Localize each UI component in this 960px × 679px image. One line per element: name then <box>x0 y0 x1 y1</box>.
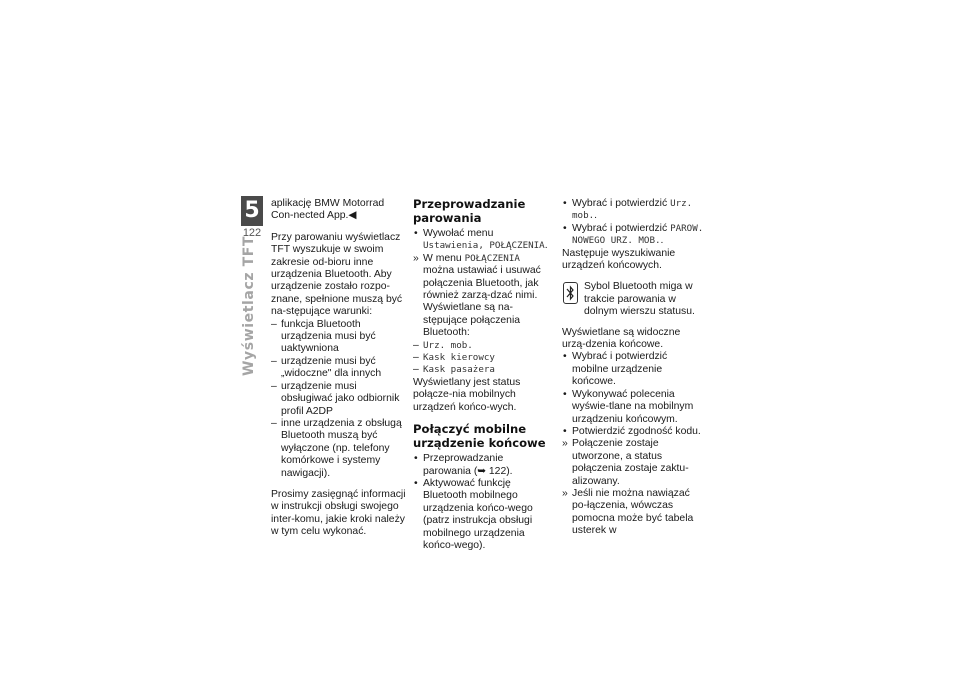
menu-item: Urz. mob. <box>572 198 693 222</box>
text: . <box>594 210 598 222</box>
connection-name: Kask pasażera <box>423 364 495 376</box>
list-item: – urządzenie musi obsługiwać jako odbiornik profil A2DP <box>271 381 407 418</box>
chapter-number: 5 <box>241 196 263 226</box>
bluetooth-icon <box>563 282 578 304</box>
list-item: • Przeprowadzanie parowania (➥ 122). <box>413 453 551 478</box>
connections-list <box>413 340 551 377</box>
column-2 <box>413 198 551 561</box>
paragraph: Wyświetlany jest status połącze-nia mobilnych urządzeń końco-wych. <box>413 376 521 413</box>
menu-path: Ustawienia, POŁĄCZENIA <box>423 240 545 252</box>
list-item: • Wybrać i potwierdzić mobilne urządzenie końcowe. <box>562 351 705 388</box>
text: Wybrać i potwierdzić <box>572 198 671 209</box>
list-item <box>413 228 551 253</box>
step-list <box>562 198 705 248</box>
list-item <box>562 223 705 248</box>
paragraph: Następuje wyszukiwanie urządzeń końcowych. <box>562 247 676 272</box>
list-item <box>413 352 551 364</box>
step-list <box>413 453 551 552</box>
list-item <box>413 364 551 376</box>
connection-name: Kask kierowcy <box>423 352 495 364</box>
conditions-list <box>271 319 407 480</box>
page-number: 122 <box>242 227 262 239</box>
text: Wybrać i potwierdzić <box>572 222 671 234</box>
bluetooth-note-text: Sybol Bluetooth miga w trakcie parowania w dolnym wierszu statusu. <box>584 281 695 318</box>
paragraph: Przy parowaniu wyświetlacz TFT wyszukuje w swoim zakresie od-bioru inne urządzenia Bluetooth. Aby urządzenie zostało rozpo-znane, spełnione muszą być na-stępujące warunki: <box>271 231 403 318</box>
list-item: • Aktywować funkcję Bluetooth mobilnego urządzenia końco-wego (patrz instrukcja obsługi mobilnego urządzenia końco-wego). <box>413 478 551 552</box>
text: . <box>544 240 548 252</box>
chapter-title: Wyświetlacz TFT <box>241 235 257 376</box>
paragraph: Wyświetlane są widoczne urzą-dzenia końcowe. <box>562 326 681 351</box>
text: W menu <box>423 252 465 264</box>
step-list <box>562 351 705 438</box>
list-item <box>562 198 705 223</box>
text: . <box>660 235 664 247</box>
bluetooth-note <box>562 281 705 318</box>
menu-name: POŁĄCZENIA <box>464 252 520 264</box>
list-item: – funkcja Bluetooth urządzenia musi być uaktywniona <box>271 319 407 356</box>
list-item: • Wykonywać polecenia wyświe-tlane na mobilnym urządzeniu końcowym. <box>562 389 705 426</box>
result-list <box>413 253 551 340</box>
list-item: » Połączenie zostaje utworzone, a status połączenia zostaje zaktu-alizowany. <box>562 438 705 488</box>
list-item: » Jeśli nie można nawiązać po-łączenia, wówczas pomocna może być tabela usterek w <box>562 488 705 538</box>
step-list <box>413 228 551 253</box>
text: można ustawiać i usuwać połączenia Bluetooth, jak również zarzą-dzać nimi. Wyświetlane są na-stępujące połączenia Bluetooth: <box>423 265 541 339</box>
list-item: – inne urządzenia z obsługą Bluetooth muszą być wyłączone (np. telefony komórkowe i systemy nawigacji). <box>271 418 407 480</box>
list-item <box>413 253 551 340</box>
list-item: • Potwierdzić zgodność kodu. <box>562 426 705 438</box>
paragraph: aplikację BMW Motorrad Con-nected App.◀ <box>271 198 385 222</box>
column-3 <box>562 198 705 547</box>
section-heading: Połączyć mobilne urządzenie końcowe <box>413 422 546 450</box>
menu-item: PAROW. NOWEGO URZ. MOB. <box>572 222 704 247</box>
paragraph: Prosimy zasięgnąć informacji w instrukcji obsługi swojego inter-komu, jakie kroki należy w tym celu wykonać. <box>271 488 406 538</box>
list-item <box>413 340 551 352</box>
list-item: – urządzenie musi być „widoczne" dla innych <box>271 356 407 381</box>
result-list <box>562 438 705 537</box>
connection-name: Urz. mob. <box>423 339 473 351</box>
text: Wywołać menu <box>423 228 494 239</box>
section-heading: Przeprowadzanie parowania <box>413 197 526 225</box>
column-1 <box>271 198 407 548</box>
